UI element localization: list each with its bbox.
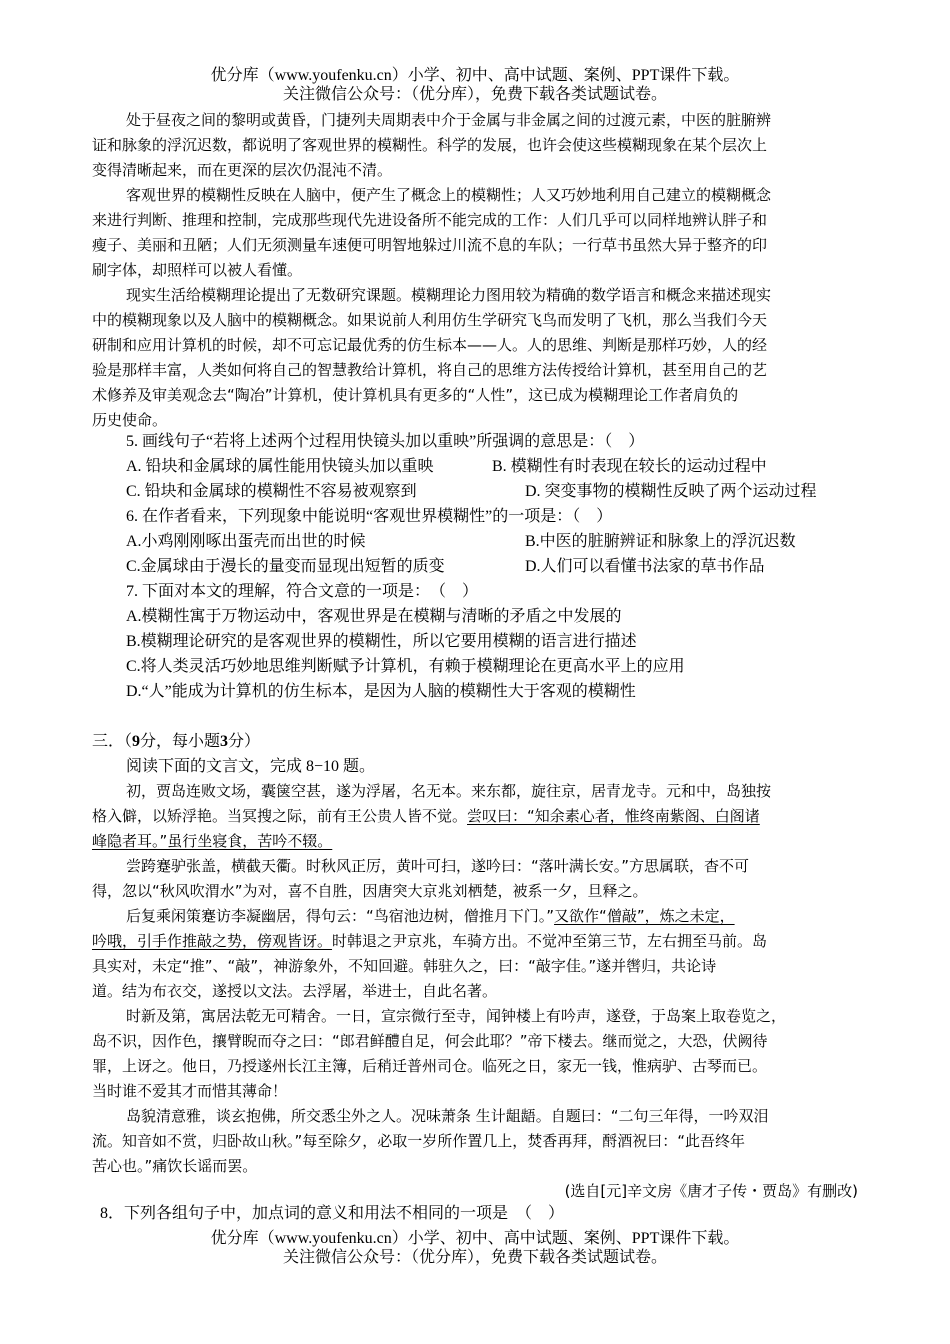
question-5-option-b: B. 模糊性有时表现在较长的运动过程中 (492, 458, 767, 475)
passage-line: 研制和应用计算机的时候，却不可忘记最优秀的仿生标本——人。人的思维、判断是那样巧妙，人的经 (92, 336, 768, 354)
passage-line: 处于昼夜之间的黎明或黄昏，门捷列夫周期表中介于金属与非金属之间的过渡元素，中医的脏腑辨 (126, 111, 772, 129)
passage-line: 中的模糊现象以及人脑中的模糊概念。如果说前人利用仿生学研究飞鸟而发明了飞机，那么当我们今天 (92, 311, 768, 329)
underlined-sentence: 峰隐者耳。”虽行坐寝食，苦吟不辍。 (92, 832, 333, 850)
passage-line: 刷字体，却照样可以被人看懂。 (92, 261, 303, 279)
question-7-option-a: A.模糊性寓于万物运动中，客观世界是在模糊与清晰的矛盾之中发展的 (126, 608, 622, 625)
classical-line: 道。结为布衣交，遂授以文法。去浮屠，举进士，自此名著。 (92, 982, 498, 1000)
question-5-option-d: D. 突变事物的模糊性反映了两个运动过程 (525, 483, 817, 500)
question-8-stem: 8．下列各组句子中，加点词的意义和用法不相同的一项是 （ ） (100, 1205, 565, 1222)
question-5-stem: 5. 画线句子“若将上述两个过程用快镜头加以重映”所强调的意思是：（ ） (126, 433, 645, 450)
question-5-option-c: C. 铅块和金属球的模糊性不容易被观察到 (126, 483, 417, 500)
classical-line: 流。知音如不赏，归卧故山秋。”每至除夕，必取一岁所作置几上，焚香再拜，酹酒祝曰：“此吾终年 (92, 1132, 746, 1150)
classical-line: 苦心也。”痛饮长谣而罢。 (92, 1157, 258, 1175)
footer-line-2: 关注微信公众号：（优分库），免费下载各类试题试卷。 (282, 1249, 667, 1266)
section-3-heading: 三．（9分，每小题3分） (92, 733, 261, 750)
classical-line: 吟哦，引手作推敲之势，傍观皆讶。时韩退之尹京兆，车骑方出。不觉冲至第三节，左右拥至马前。岛 (92, 932, 768, 950)
question-5-option-a: A. 铅块和金属球的属性能用快镜头加以重映 (126, 458, 434, 475)
question-7-option-d: D.“人”能成为计算机的仿生标本，是因为人脑的模糊性大于客观的模糊性 (126, 683, 636, 700)
classical-line: 岛不识，因作色，攘臂睨而夺之曰：“郎君鲜醴自足，何会此耶？”帝下楼去。继而觉之，大恐，伏阙待 (92, 1032, 768, 1050)
question-6-option-a: A.小鸡刚刚啄出蛋壳而出世的时候 (126, 533, 366, 550)
underlined-sentence: 吟哦，引手作推敲之势，傍观皆讶。 (92, 932, 333, 950)
passage-line: 术修养及审美观念去“陶冶”计算机，使计算机具有更多的“人性”，这已成为模糊理论工作者肩负的 (92, 386, 739, 404)
classical-line: 得，忽以“秋风吹渭水”为对，喜不自胜，因唐突大京兆刘栖楚，被系一夕，旦释之。 (92, 882, 648, 900)
classical-line: 初，贾岛连败文场，囊箧空甚，遂为浮屠，名无本。来东都，旋往京，居青龙寺。元和中，岛独按 (126, 782, 772, 800)
classical-line: 罪，上讶之。他日，乃授遂州长江主簿，后稍迁普州司仓。临死之日，家无一钱，惟病驴、古琴而已。 (92, 1057, 768, 1075)
question-7-option-c: C.将人类灵活巧妙地思维判断赋予计算机，有赖于模糊理论在更高水平上的应用 (126, 658, 685, 675)
question-6-option-b: B.中医的脏腑辨证和脉象上的浮沉迟数 (525, 533, 796, 550)
section-3-instruction: 阅读下面的文言文，完成 8−10 题。 (126, 758, 376, 775)
classical-line: 格入僻，以矫浮艳。当冥搜之际，前有王公贵人皆不觉。尝叹曰：“知余素心者，惟终南紫阁、白阁诸 (92, 807, 760, 825)
question-7-option-b: B.模糊理论研究的是客观世界的模糊性，所以它要用模糊的语言进行描述 (126, 633, 637, 650)
question-6-option-d: D.人们可以看懂书法家的草书作品 (525, 558, 765, 575)
header-line-1: 优分库（www.youfenku.cn）小学、初中、高中试题、案例、PPT课件下载。 (210, 67, 740, 84)
passage-line: 现实生活给模糊理论提出了无数研究课题。模糊理论力图用较为精确的数学语言和概念来描述现实 (126, 286, 772, 304)
source-citation: (选自[元]辛文房《唐才子传・贾岛》有删改) (564, 1182, 858, 1200)
classical-line: 时新及第，寓居法乾无可精舍。一日，宣宗微行至寺，闻钟楼上有吟声，遂登，于岛案上取卷览之， (126, 1007, 787, 1025)
classical-line: 具实对，未定“推”、“敲”，神游象外，不知回避。韩驻久之，曰：“敲字佳。”遂并辔归，共论诗 (92, 957, 717, 975)
classical-line: 岛貌清意雅，谈玄抱佛，所交悉尘外之人。况味萧条 生计龃龉。自题曰：“二句三年得，一吟双泪 (126, 1107, 769, 1125)
passage-line: 验是那样丰富，人类如何将自己的智慧教给计算机，将自己的思维方法传授给计算机，甚至用自己的艺 (92, 361, 768, 379)
underlined-sentence: 尝叹曰：“知余素心者，惟终南紫阁、白阁诸 (467, 807, 760, 825)
passage-line: 客观世界的模糊性反映在人脑中，便产生了概念上的模糊性；人又巧妙地利用自己建立的模糊概念 (126, 186, 772, 204)
passage-line: 历史使命。 (92, 411, 168, 429)
underlined-sentence: 又欲作“僧敲”，炼之未定， (554, 907, 735, 925)
header-line-2: 关注微信公众号：（优分库），免费下载各类试题试卷。 (282, 86, 667, 103)
passage-line: 证和脉象的浮沉迟数，都说明了客观世界的模糊性。科学的发展，也许会使这些模糊现象在某个层次上 (92, 136, 768, 154)
classical-line: 尝跨蹇驴张盖，横截天衢。时秋风正厉，黄叶可扫，遂吟曰：“落叶满长安。”方思属联，杳不可 (126, 857, 750, 875)
question-6-option-c: C.金属球由于漫长的量变而显现出短暂的质变 (126, 558, 445, 575)
question-6-stem: 6. 在作者看来，下列现象中能说明“客观世界模糊性”的一项是：（ ） (126, 508, 613, 525)
passage-line: 变得清晰起来，而在更深的层次仍混沌不清。 (92, 161, 393, 179)
classical-line: 当时谁不爱其才而惜其薄命！ (92, 1082, 288, 1100)
passage-line: 来进行判断、推理和控制，完成那些现代先进设备所不能完成的工作：人们几乎可以同样地辨认胖子和 (92, 211, 768, 229)
footer-line-1: 优分库（www.youfenku.cn）小学、初中、高中试题、案例、PPT课件下载。 (210, 1230, 740, 1247)
passage-line: 瘦子、美丽和丑陋；人们无须测量车速便可明智地躲过川流不息的车队；一行草书虽然大异于整齐的印 (92, 236, 768, 254)
classical-line: 后复乘闲策蹇访李凝幽居，得句云：“鸟宿池边树，僧推月下门。”又欲作“僧敲”，炼之未定， (126, 907, 735, 925)
question-7-stem: 7. 下面对本文的理解，符合文意的一项是： （ ） (126, 583, 479, 600)
